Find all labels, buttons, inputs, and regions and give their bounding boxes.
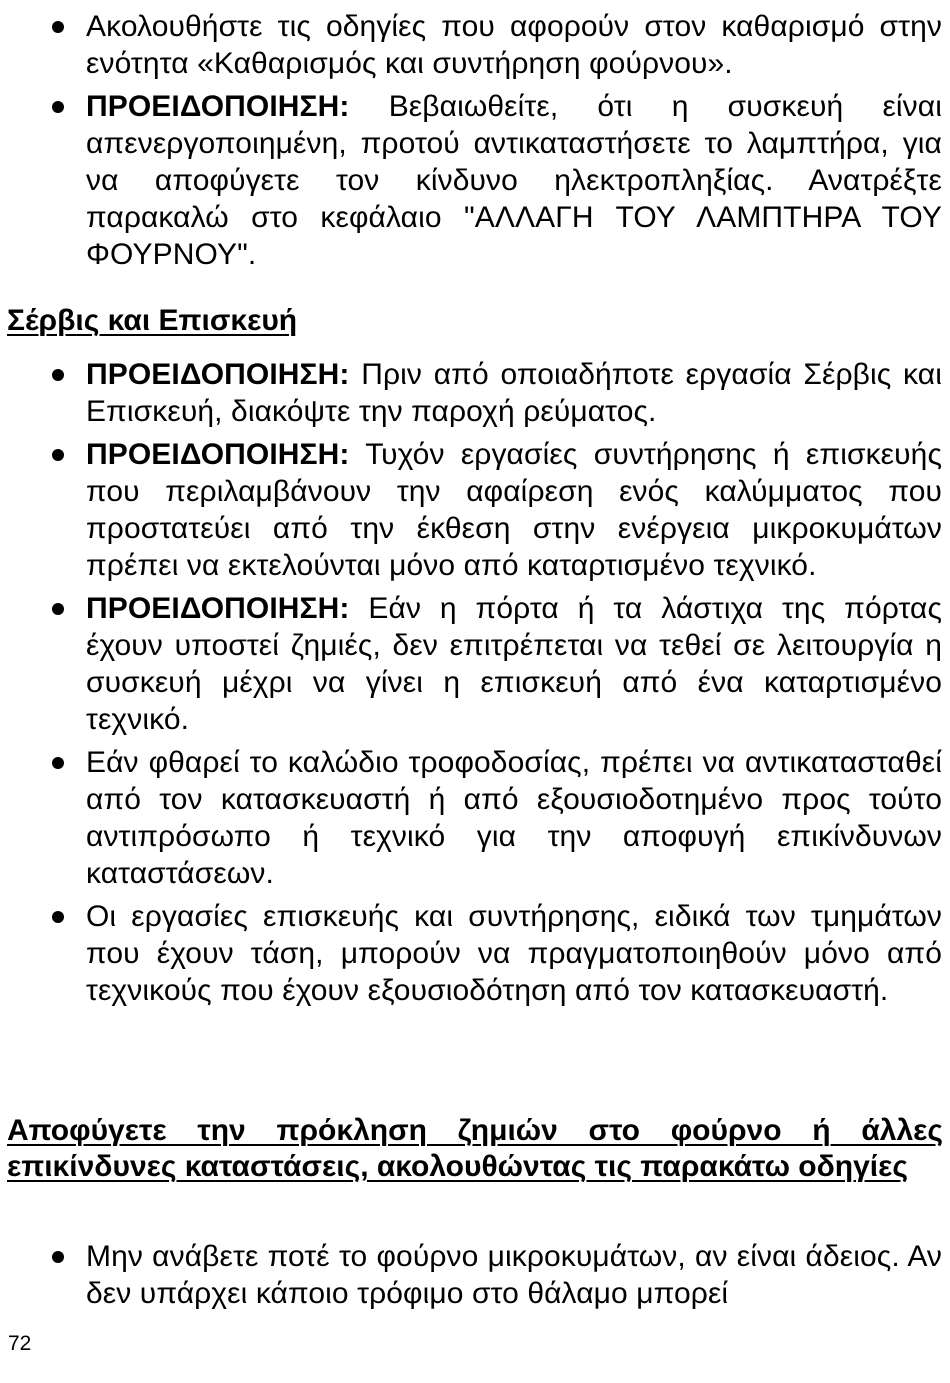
bullet-icon: [52, 757, 64, 769]
item-text: Οι εργασίες επισκευής και συντήρησης, ειδικά των τμημάτων που έχουν τάση, μπορούν να πραγματοποιηθούν μόνο από τεχνικούς που έχουν εξουσιοδότηση από τον κατασκευαστή.: [86, 900, 942, 1007]
bullet-icon: [52, 449, 64, 461]
item-text: Βεβαιωθείτε, ότι η συσκευή είναι απενεργοποιημένη, προτού αντικαταστήσετε το λαμπτήρα, για να αποφύγετε τον κίνδυνο ηλεκτροπληξίας. Ανατρέξτε παρακαλώ στο κεφάλαιο "ΑΛΛΑΓΗ ΤΟΥ ΛΑΜΠΤΗΡΑ ΤΟΥ ΦΟΥΡΝΟΥ".: [86, 90, 942, 271]
warning-label: ΠΡΟΕΙΔΟΠΟΙΗΣΗ:: [86, 592, 350, 625]
bullet-icon: [52, 603, 64, 615]
service-bullet-list: [0, 356, 942, 1009]
list-item: [0, 8, 942, 82]
item-text: Πριν από οποιαδήποτε εργασία Σέρβις και Επισκευή, διακόψτε την παροχή ρεύματος.: [86, 358, 942, 428]
item-text: Μην ανάβετε ποτέ το φούρνο μικροκυμάτων, αν είναι άδειος. Αν δεν υπάρχει κάποιο τρόφιμο στο θάλαμο μπορεί: [86, 1240, 942, 1310]
safety-bullet-list: [0, 8, 942, 273]
list-item: [0, 1238, 942, 1312]
bullet-icon: [52, 21, 64, 33]
list-item: [0, 88, 942, 273]
item-text: Εάν η πόρτα ή τα λάστιχα της πόρτας έχουν υποστεί ζημιές, δεν επιτρέπεται να τεθεί σε λειτουργία η συσκευή μέχρι να γίνει η επισκευή από ένα καταρτισμένο τεχνικό.: [86, 592, 942, 736]
avoid-damage-bullet-list: [0, 1238, 942, 1312]
item-text: Ακολουθήστε τις οδηγίες που αφορούν στον καθαρισμό στην ενότητα «Καθαρισμός και συντήρηση φούρνου».: [86, 10, 942, 80]
bullet-icon: [52, 369, 64, 381]
warning-label: ΠΡΟΕΙΔΟΠΟΙΗΣΗ:: [86, 438, 350, 471]
list-item: [0, 590, 942, 738]
list-item: [0, 898, 942, 1009]
section-heading-service: Σέρβις και Επισκευή: [7, 304, 298, 337]
item-text: Τυχόν εργασίες συντήρησης ή επισκευής που περιλαμβάνουν την αφαίρεση ενός καλύμματος που προστατεύει από την έκθεση στην ενέργεια μικροκυμάτων πρέπει να εκτελούνται μόνο από καταρτισμένο τεχνικό.: [86, 438, 942, 582]
list-item: [0, 436, 942, 584]
bullet-icon: [52, 911, 64, 923]
list-item: [0, 744, 942, 892]
warning-label: ΠΡΟΕΙΔΟΠΟΙΗΣΗ:: [86, 90, 350, 123]
section-heading-avoid-damage: Αποφύγετε την πρόκληση ζημιών στο φούρνο ή άλλες επικίνδυνες καταστάσεις, ακολουθώντας τις παρακάτω οδηγίες: [7, 1114, 943, 1183]
warning-label: ΠΡΟΕΙΔΟΠΟΙΗΣΗ:: [86, 358, 350, 391]
page-number: 72: [8, 1332, 32, 1355]
bullet-icon: [52, 1251, 64, 1263]
item-text: Εάν φθαρεί το καλώδιο τροφοδοσίας, πρέπει να αντικατασταθεί από τον κατασκευαστή ή από εξουσιοδοτημένο προς τούτο αντιπρόσωπο ή τεχνικό για την αποφυγή επικίνδυνων καταστάσεων.: [86, 746, 942, 890]
bullet-icon: [52, 101, 64, 113]
list-item: [0, 356, 942, 430]
